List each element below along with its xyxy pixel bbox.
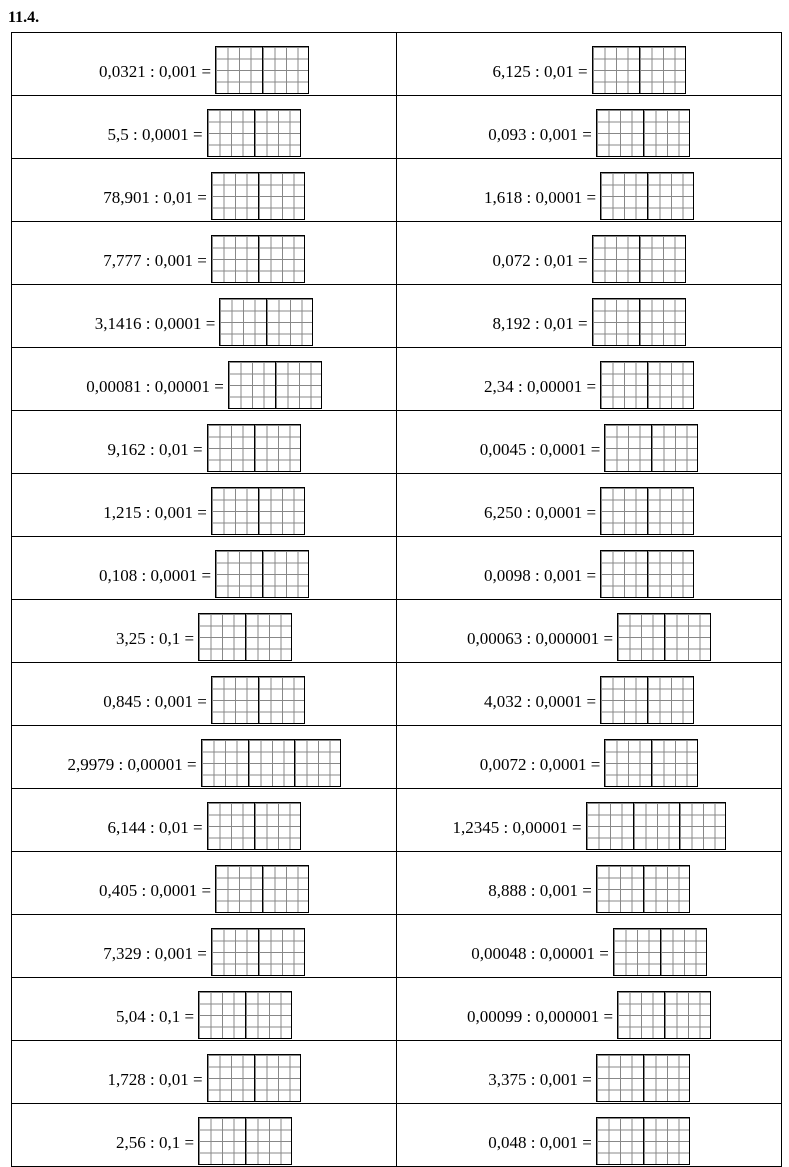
answer-grid-cell[interactable] — [601, 362, 647, 408]
answer-grid-cell[interactable] — [216, 551, 262, 597]
exercise-item — [492, 235, 685, 284]
division-expression: 0,0072 : 0,0001 = — [479, 755, 601, 774]
exercise-table — [11, 32, 782, 1167]
division-expression: 1,215 : 0,001 = — [103, 503, 207, 522]
answer-grid-cell[interactable] — [633, 803, 679, 849]
division-expression: 8,192 : 0,01 = — [492, 314, 588, 333]
division-expression: 1,728 : 0,01 = — [107, 1070, 203, 1089]
answer-grid-cell[interactable] — [593, 299, 639, 345]
exercise-cell-left — [12, 222, 397, 285]
answer-grid-cell[interactable] — [254, 803, 300, 849]
exercise-cell-left — [12, 915, 397, 978]
exercise-item — [471, 928, 707, 977]
exercise-item — [484, 361, 694, 410]
answer-grid-cell[interactable] — [216, 47, 262, 93]
answer-box[interactable] — [604, 424, 698, 472]
answer-grid-cell[interactable] — [258, 677, 304, 723]
exercise-cell-left — [12, 33, 397, 96]
division-expression: 0,00099 : 0,000001 = — [466, 1007, 614, 1026]
exercise-item — [99, 550, 309, 599]
division-expression: 7,329 : 0,001 = — [103, 944, 207, 963]
division-expression: 6,125 : 0,01 = — [492, 62, 588, 81]
exercise-cell-left — [12, 852, 397, 915]
answer-box[interactable] — [592, 235, 686, 283]
exercise-cell-right — [397, 33, 782, 96]
answer-grid-cell[interactable] — [202, 740, 248, 786]
answer-box[interactable] — [596, 109, 690, 157]
division-expression: 0,845 : 0,001 = — [103, 692, 207, 711]
exercise-row — [12, 789, 782, 852]
answer-grid-cell[interactable] — [208, 1055, 254, 1101]
exercise-item — [67, 739, 340, 788]
answer-grid-cell[interactable] — [643, 1055, 689, 1101]
division-expression: 1,2345 : 0,00001 = — [452, 818, 582, 837]
division-expression: 0,00048 : 0,00001 = — [471, 944, 609, 963]
answer-grid-cell[interactable] — [601, 173, 647, 219]
exercise-item — [488, 865, 690, 914]
division-expression: 0,108 : 0,0001 = — [98, 566, 212, 585]
answer-grid-cell[interactable] — [660, 929, 706, 975]
answer-grid-cell[interactable] — [643, 110, 689, 156]
exercise-item — [488, 109, 690, 158]
division-expression: 1,618 : 0,0001 = — [483, 188, 597, 207]
division-expression: 4,032 : 0,0001 = — [483, 692, 597, 711]
division-expression: 0,048 : 0,001 = — [488, 1133, 592, 1152]
exercise-row — [12, 411, 782, 474]
exercise-row — [12, 600, 782, 663]
answer-grid-cell[interactable] — [254, 110, 300, 156]
answer-grid-cell[interactable] — [639, 236, 685, 282]
answer-grid-cell[interactable] — [199, 614, 245, 660]
exercise-row — [12, 726, 782, 789]
answer-grid-cell[interactable] — [664, 614, 710, 660]
exercise-row — [12, 474, 782, 537]
exercise-cell-right — [397, 537, 782, 600]
answer-box[interactable] — [211, 928, 305, 976]
exercise-cell-left — [12, 159, 397, 222]
division-expression: 0,00081 : 0,00001 = — [86, 377, 224, 396]
answer-box[interactable] — [207, 802, 301, 850]
exercise-cell-left — [12, 1104, 397, 1167]
exercise-item — [99, 865, 309, 914]
division-expression: 0,00063 : 0,000001 = — [466, 629, 614, 648]
division-expression: 0,0045 : 0,0001 = — [479, 440, 601, 459]
answer-grid-cell[interactable] — [258, 488, 304, 534]
answer-grid-cell[interactable] — [208, 425, 254, 471]
answer-box[interactable] — [207, 1054, 301, 1102]
exercise-cell-left — [12, 348, 397, 411]
exercise-cell-right — [397, 474, 782, 537]
answer-grid-cell[interactable] — [266, 299, 312, 345]
exercise-item — [107, 424, 300, 473]
answer-grid-cell[interactable] — [212, 236, 258, 282]
exercise-item — [467, 991, 711, 1040]
exercise-item — [484, 172, 694, 221]
division-expression: 2,56 : 0,1 = — [115, 1133, 195, 1152]
exercise-item — [467, 613, 711, 662]
answer-grid-cell[interactable] — [258, 173, 304, 219]
division-expression: 8,888 : 0,001 = — [488, 881, 592, 900]
exercise-cell-right — [397, 600, 782, 663]
answer-grid-cell[interactable] — [254, 1055, 300, 1101]
exercise-cell-left — [12, 285, 397, 348]
answer-grid-cell[interactable] — [208, 803, 254, 849]
exercise-item — [99, 46, 309, 95]
answer-grid-cell[interactable] — [220, 299, 266, 345]
division-expression: 0,072 : 0,01 = — [492, 251, 588, 270]
division-expression: 3,25 : 0,1 = — [115, 629, 195, 648]
answer-box[interactable] — [215, 46, 309, 94]
answer-grid-cell[interactable] — [647, 173, 693, 219]
answer-grid-cell[interactable] — [597, 110, 643, 156]
answer-box[interactable] — [215, 865, 309, 913]
answer-grid-cell[interactable] — [647, 488, 693, 534]
exercise-cell-right — [397, 348, 782, 411]
exercise-item — [116, 1117, 292, 1166]
exercise-row — [12, 33, 782, 96]
answer-box[interactable] — [207, 109, 301, 157]
answer-grid-cell[interactable] — [664, 992, 710, 1038]
exercise-item — [107, 802, 300, 851]
exercise-cell-left — [12, 96, 397, 159]
answer-grid-cell[interactable] — [601, 488, 647, 534]
exercise-item — [103, 676, 305, 725]
exercise-item — [484, 550, 694, 599]
answer-grid-cell[interactable] — [593, 236, 639, 282]
exercise-cell-right — [397, 285, 782, 348]
answer-box[interactable] — [207, 424, 301, 472]
exercise-item — [116, 991, 292, 1040]
exercise-item — [484, 487, 694, 536]
exercise-item — [107, 1054, 300, 1103]
exercise-cell-left — [12, 978, 397, 1041]
answer-grid-cell[interactable] — [258, 929, 304, 975]
answer-grid-cell[interactable] — [647, 677, 693, 723]
exercise-cell-left — [12, 726, 397, 789]
exercise-cell-left — [12, 663, 397, 726]
answer-grid-cell[interactable] — [258, 236, 304, 282]
answer-grid-cell[interactable] — [605, 740, 651, 786]
exercise-cell-left — [12, 411, 397, 474]
exercise-cell-right — [397, 1041, 782, 1104]
answer-box[interactable] — [215, 550, 309, 598]
answer-grid-cell[interactable] — [601, 551, 647, 597]
answer-box[interactable] — [219, 298, 313, 346]
division-expression: 5,5 : 0,0001 = — [107, 125, 203, 144]
division-expression: 6,144 : 0,01 = — [107, 818, 203, 837]
answer-box[interactable] — [600, 550, 694, 598]
exercise-item — [452, 802, 725, 851]
exercise-cell-left — [12, 474, 397, 537]
exercise-row — [12, 222, 782, 285]
exercise-number: 11.4. — [8, 9, 40, 26]
answer-grid-cell[interactable] — [597, 1055, 643, 1101]
answer-grid-cell[interactable] — [212, 677, 258, 723]
answer-grid-cell[interactable] — [262, 47, 308, 93]
exercise-row — [12, 978, 782, 1041]
answer-grid-cell[interactable] — [199, 992, 245, 1038]
exercise-row — [12, 1104, 782, 1167]
answer-grid-cell[interactable] — [248, 740, 294, 786]
division-expression: 78,901 : 0,01 = — [103, 188, 207, 207]
exercise-row — [12, 663, 782, 726]
division-expression: 2,9979 : 0,00001 = — [67, 755, 197, 774]
answer-grid-cell[interactable] — [679, 803, 725, 849]
answer-box[interactable] — [592, 298, 686, 346]
exercise-cell-right — [397, 978, 782, 1041]
division-expression: 5,04 : 0,1 = — [115, 1007, 195, 1026]
answer-grid-cell[interactable] — [262, 866, 308, 912]
exercise-item — [103, 235, 305, 284]
division-expression: 0,093 : 0,001 = — [488, 125, 592, 144]
answer-grid-cell[interactable] — [262, 551, 308, 597]
division-expression: 7,777 : 0,001 = — [103, 251, 207, 270]
answer-box[interactable] — [617, 991, 711, 1039]
answer-grid-cell[interactable] — [294, 740, 340, 786]
answer-box[interactable] — [600, 361, 694, 409]
answer-box[interactable] — [604, 739, 698, 787]
answer-grid-cell[interactable] — [275, 362, 321, 408]
exercise-cell-left — [12, 537, 397, 600]
answer-grid-cell[interactable] — [245, 614, 291, 660]
answer-grid-cell[interactable] — [647, 362, 693, 408]
exercise-cell-right — [397, 726, 782, 789]
answer-grid-cell[interactable] — [614, 929, 660, 975]
exercise-item — [488, 1117, 690, 1166]
answer-box[interactable] — [201, 739, 341, 787]
division-expression: 9,162 : 0,01 = — [107, 440, 203, 459]
answer-grid-cell[interactable] — [216, 866, 262, 912]
answer-grid-cell[interactable] — [597, 866, 643, 912]
answer-box[interactable] — [211, 676, 305, 724]
answer-box[interactable] — [211, 487, 305, 535]
answer-grid-cell[interactable] — [639, 299, 685, 345]
answer-grid-cell[interactable] — [601, 677, 647, 723]
exercise-cell-right — [397, 852, 782, 915]
exercise-item — [107, 109, 300, 158]
exercise-row — [12, 852, 782, 915]
exercise-item — [95, 298, 314, 347]
answer-box[interactable] — [198, 613, 292, 661]
exercise-row — [12, 1041, 782, 1104]
answer-grid-cell[interactable] — [643, 1118, 689, 1164]
exercise-item — [86, 361, 322, 410]
answer-grid-cell[interactable] — [245, 1118, 291, 1164]
division-expression: 0,405 : 0,0001 = — [98, 881, 212, 900]
answer-box[interactable] — [600, 487, 694, 535]
exercise-cell-left — [12, 789, 397, 852]
answer-grid-cell[interactable] — [597, 1118, 643, 1164]
answer-box[interactable] — [613, 928, 707, 976]
exercise-cell-right — [397, 222, 782, 285]
exercise-item — [480, 739, 699, 788]
division-expression: 3,375 : 0,001 = — [488, 1070, 592, 1089]
answer-grid-cell[interactable] — [643, 866, 689, 912]
answer-box[interactable] — [600, 676, 694, 724]
exercise-cell-right — [397, 96, 782, 159]
exercise-row — [12, 348, 782, 411]
exercise-item — [103, 487, 305, 536]
answer-box[interactable] — [211, 235, 305, 283]
exercise-item — [484, 676, 694, 725]
answer-grid-cell[interactable] — [229, 362, 275, 408]
exercise-row — [12, 915, 782, 978]
answer-grid-cell[interactable] — [245, 992, 291, 1038]
answer-grid-cell[interactable] — [639, 47, 685, 93]
exercise-row — [12, 96, 782, 159]
answer-grid-cell[interactable] — [605, 425, 651, 471]
answer-grid-cell[interactable] — [208, 110, 254, 156]
division-expression: 6,250 : 0,0001 = — [483, 503, 597, 522]
answer-grid-cell[interactable] — [254, 425, 300, 471]
answer-box[interactable] — [596, 1054, 690, 1102]
answer-grid-cell[interactable] — [647, 551, 693, 597]
division-expression: 0,0098 : 0,001 = — [483, 566, 597, 585]
exercise-cell-left — [12, 600, 397, 663]
exercise-cell-right — [397, 915, 782, 978]
division-expression: 3,1416 : 0,0001 = — [94, 314, 216, 333]
answer-box[interactable] — [211, 172, 305, 220]
exercise-cell-right — [397, 789, 782, 852]
exercise-row — [12, 537, 782, 600]
answer-box[interactable] — [596, 865, 690, 913]
answer-grid-cell[interactable] — [651, 740, 697, 786]
answer-box[interactable] — [228, 361, 322, 409]
answer-grid-cell[interactable] — [651, 425, 697, 471]
answer-box[interactable] — [586, 802, 726, 850]
answer-box[interactable] — [617, 613, 711, 661]
division-expression: 0,0321 : 0,001 = — [98, 62, 212, 81]
answer-grid-cell[interactable] — [593, 47, 639, 93]
exercise-row — [12, 285, 782, 348]
exercise-item — [488, 1054, 690, 1103]
exercise-row — [12, 159, 782, 222]
exercise-item — [480, 424, 699, 473]
answer-grid-cell[interactable] — [212, 488, 258, 534]
answer-grid-cell[interactable] — [618, 614, 664, 660]
answer-grid-cell[interactable] — [587, 803, 633, 849]
exercise-item — [103, 928, 305, 977]
answer-box[interactable] — [198, 991, 292, 1039]
answer-grid-cell[interactable] — [618, 992, 664, 1038]
exercise-item — [103, 172, 305, 221]
exercise-cell-right — [397, 411, 782, 474]
exercise-cell-right — [397, 159, 782, 222]
exercise-cell-left — [12, 1041, 397, 1104]
exercise-item — [492, 46, 685, 95]
exercise-item — [492, 298, 685, 347]
answer-grid-cell[interactable] — [199, 1118, 245, 1164]
answer-grid-cell[interactable] — [212, 173, 258, 219]
answer-grid-cell[interactable] — [212, 929, 258, 975]
exercise-cell-right — [397, 663, 782, 726]
exercise-cell-right — [397, 1104, 782, 1167]
answer-box[interactable] — [600, 172, 694, 220]
answer-box[interactable] — [592, 46, 686, 94]
division-expression: 2,34 : 0,00001 = — [483, 377, 597, 396]
exercise-item — [116, 613, 292, 662]
